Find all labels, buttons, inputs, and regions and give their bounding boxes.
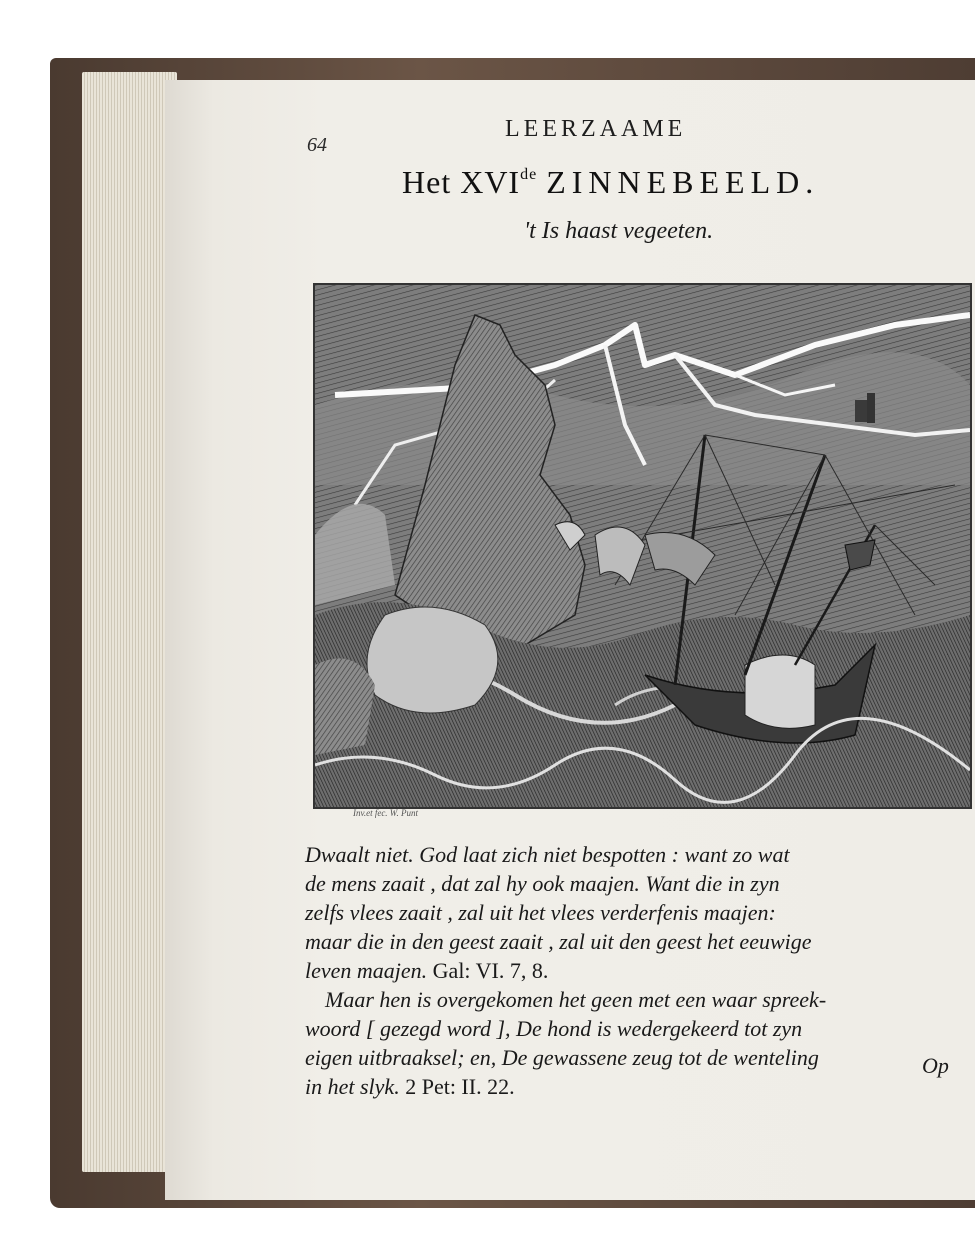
page-edges xyxy=(82,72,177,1172)
verse2-last-line xyxy=(305,1072,950,1101)
verse1-line: zelfs vlees zaait , zal uit het vlees verderfenis maajen: xyxy=(305,900,776,925)
body-text xyxy=(305,840,950,1101)
verse2-line: in het slyk. xyxy=(305,1074,400,1099)
emblem-title-word: ZINNEBEELD. xyxy=(546,164,820,200)
running-head: LEERZAAME xyxy=(505,116,687,142)
engraving-illustration xyxy=(315,285,970,807)
emblem-title-prefix: Het XVI xyxy=(402,164,521,200)
verse1-reference: Gal: VI. 7, 8. xyxy=(432,958,549,983)
page-number: 64 xyxy=(307,134,327,156)
verse2-reference: 2 Pet: II. 22. xyxy=(405,1074,515,1099)
verse1-line: de mens zaait , dat zal hy ook maajen. Want die in zyn xyxy=(305,871,780,896)
verse2-line: woord [ gezegd word ], De hond is wedergekeerd tot zyn xyxy=(305,1016,803,1041)
verse2-line: Maar hen is overgekomen het geen met een waar spreek- xyxy=(325,987,827,1012)
motto: 't Is haast vegeeten. xyxy=(524,218,714,244)
verse1-line: leven maajen. xyxy=(305,958,428,983)
emblem-title xyxy=(402,164,819,201)
catchword: Op xyxy=(922,1053,949,1078)
verse1-last-line xyxy=(305,956,950,985)
emblem-title-sup: de xyxy=(520,166,538,183)
verse1-line: Dwaalt niet. God laat zich niet bespotten : want zo wat xyxy=(305,842,790,867)
verse2-line: eigen uitbraaksel; en, De gewassene zeug tot de wenteling xyxy=(305,1045,819,1070)
engraver-signature: Inv.et fec. W. Punt xyxy=(353,808,418,818)
verse1-line: maar die in den geest zaait , zal uit den geest het eeuwige xyxy=(305,929,812,954)
shipwreck-engraving xyxy=(313,283,972,809)
